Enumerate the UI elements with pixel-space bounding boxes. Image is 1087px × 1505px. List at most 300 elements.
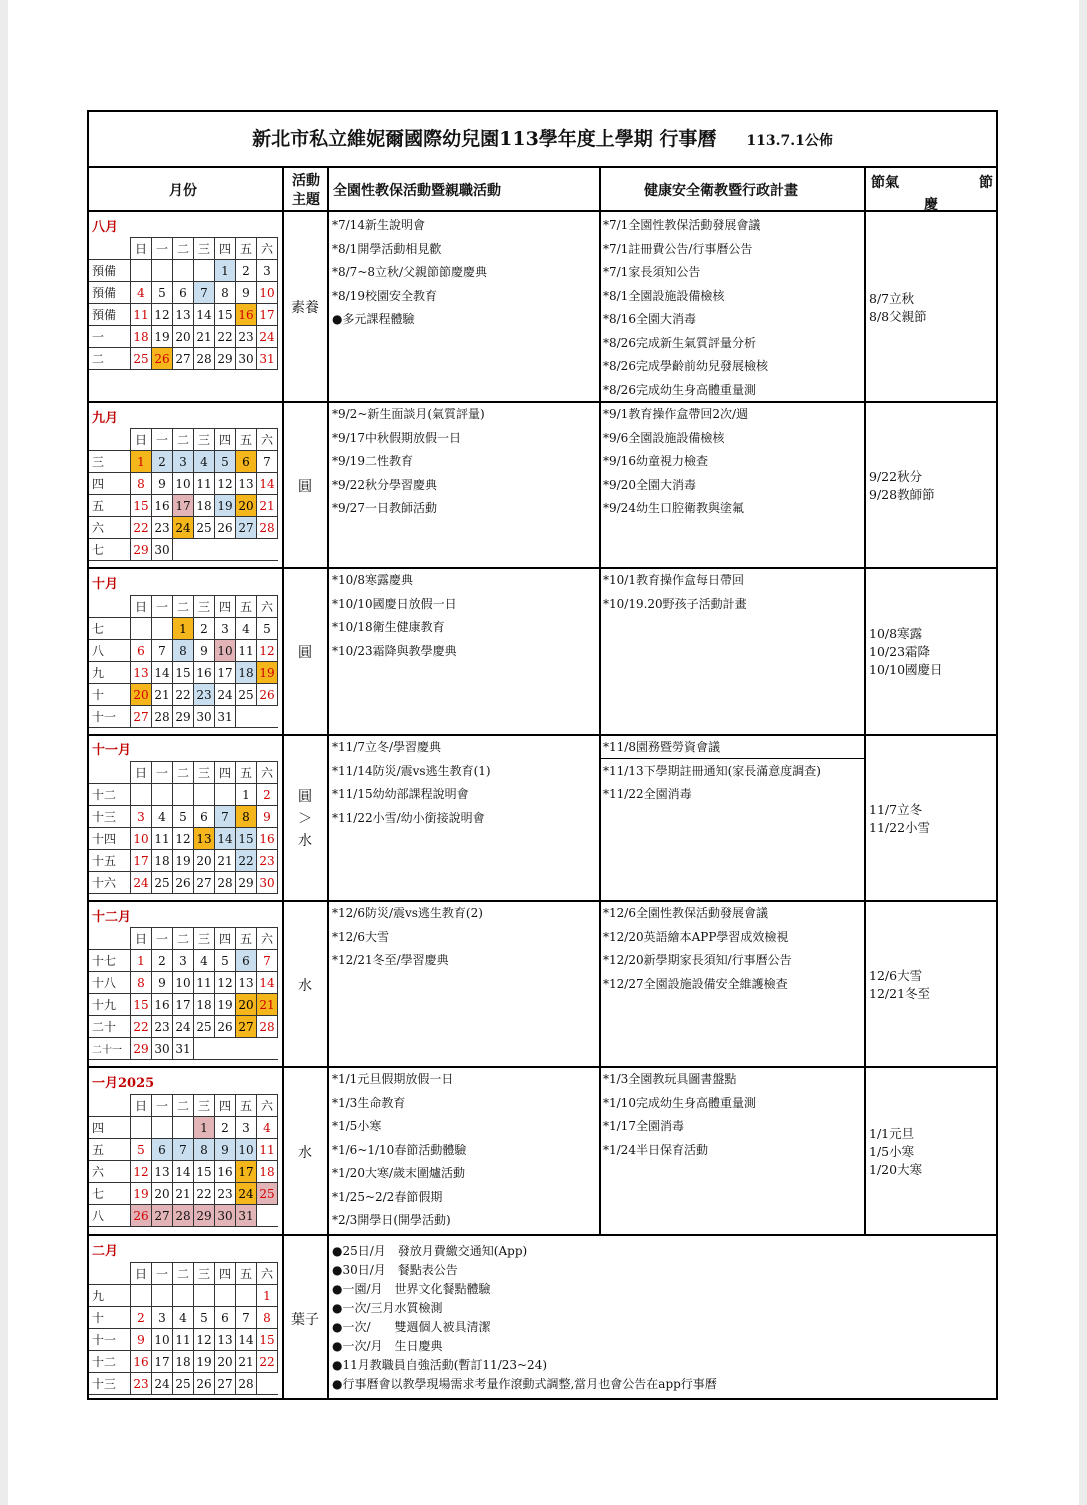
- weekday-header-row: [89, 1263, 278, 1285]
- day-cell: 15: [236, 828, 257, 850]
- note-item: ●行事曆會以教學現場需求考量作滾動式調整,當月也會公告在app行事曆: [332, 1377, 717, 1391]
- day-cell: 9: [152, 473, 173, 495]
- day-cell: [131, 784, 152, 806]
- week-label: [89, 762, 131, 784]
- theme-nov: [282, 786, 328, 852]
- festival-item: 1/1元旦: [869, 1126, 915, 1141]
- day-cell: 7: [257, 451, 278, 473]
- festival-item: 1/20大寒: [869, 1162, 923, 1177]
- day-cell: 24: [215, 684, 236, 706]
- day-cell: [173, 260, 194, 282]
- day-cell: [131, 618, 152, 640]
- day-cell: 17: [257, 304, 278, 326]
- day-cell: 4: [194, 451, 215, 473]
- day-cell: 24: [257, 326, 278, 348]
- weekday: 三: [194, 238, 215, 260]
- day-cell: 22: [257, 1351, 278, 1373]
- week-row: [89, 662, 278, 684]
- weekday: 六: [257, 1095, 278, 1117]
- note-item: ●一次/月 生日慶典: [332, 1339, 443, 1353]
- day-cell: 7: [257, 950, 278, 972]
- festivals-nov: [869, 801, 930, 837]
- week-label: 六: [89, 1161, 131, 1183]
- day-cell: [152, 618, 173, 640]
- day-cell: 13: [131, 662, 152, 684]
- day-cell: 18: [152, 850, 173, 872]
- day-cell: 7: [236, 1307, 257, 1329]
- weekday: 六: [257, 429, 278, 451]
- day-cell: 13: [236, 972, 257, 994]
- weekday: 四: [215, 762, 236, 784]
- weekday: 日: [131, 596, 152, 618]
- day-cell: 1: [131, 451, 152, 473]
- day-cell: 28: [215, 872, 236, 894]
- note-item: ●一園/月 世界文化餐點體驗: [332, 1282, 491, 1296]
- mini-calendar-feb: [89, 1262, 278, 1395]
- divider: [89, 210, 996, 212]
- day-cell: 6: [152, 1139, 173, 1161]
- day-cell: 6: [194, 806, 215, 828]
- day-cell: 11: [194, 473, 215, 495]
- day-cell: [152, 1117, 173, 1139]
- day-cell: 28: [257, 517, 278, 539]
- header-festival-a: 節氣: [871, 175, 899, 191]
- week-label: 七: [89, 618, 131, 640]
- day-cell: 12: [131, 1161, 152, 1183]
- day-cell: 15: [173, 662, 194, 684]
- weekday: 日: [131, 238, 152, 260]
- day-cell: 1: [257, 1285, 278, 1307]
- day-cell: 22: [236, 850, 257, 872]
- day-cell: 29: [173, 706, 194, 728]
- day-cell: 15: [131, 994, 152, 1016]
- day-cell: [257, 1373, 278, 1395]
- weekday: 日: [131, 1095, 152, 1117]
- day-cell: [173, 1285, 194, 1307]
- day-cell: 3: [131, 806, 152, 828]
- admin-aug: [603, 214, 768, 402]
- day-cell: 3: [215, 618, 236, 640]
- admin-item: *12/20新學期家長須知/行事曆公告: [603, 953, 792, 967]
- weekday: 三: [194, 762, 215, 784]
- day-cell: 4: [152, 806, 173, 828]
- weekday: 二: [173, 1263, 194, 1285]
- day-cell: 19: [173, 850, 194, 872]
- day-cell: 29: [215, 348, 236, 370]
- activity-item: *12/6大雪: [332, 929, 389, 944]
- day-cell: 8: [215, 282, 236, 304]
- column-separator: [864, 166, 866, 1236]
- week-label: 三: [89, 451, 131, 473]
- day-cell: 25: [194, 517, 215, 539]
- day-cell: [173, 1117, 194, 1139]
- weekday: 二: [173, 762, 194, 784]
- day-cell: 13: [152, 1161, 173, 1183]
- activity-item: *1/3生命教育: [332, 1095, 406, 1110]
- month-title-nov: 十一月: [92, 743, 132, 758]
- week-row: [89, 640, 278, 662]
- note-item: ●25日/月 發放月費繳交通知(App): [332, 1244, 528, 1258]
- mini-calendar-nov: [89, 761, 278, 894]
- weekday: 四: [215, 596, 236, 618]
- festivals-aug: [869, 290, 927, 326]
- day-cell: 2: [257, 784, 278, 806]
- day-cell: 30: [152, 539, 173, 561]
- day-cell: 30: [215, 1205, 236, 1227]
- weekday: 六: [257, 596, 278, 618]
- week-label: 十一: [89, 706, 131, 728]
- day-cell: [131, 1117, 152, 1139]
- weekday: 四: [215, 429, 236, 451]
- day-cell: 11: [194, 972, 215, 994]
- day-cell: 13: [194, 828, 215, 850]
- day-cell: 2: [152, 451, 173, 473]
- week-label: 十二: [89, 784, 131, 806]
- admin-item: *8/26完成幼生身高體重量測: [603, 382, 756, 397]
- admin-item: *7/1註冊費公告/行事曆公告: [603, 241, 753, 256]
- day-cell: 14: [257, 972, 278, 994]
- activities-aug: [332, 214, 487, 332]
- festival-item: 12/6大雪: [869, 968, 923, 983]
- day-cell: 22: [131, 517, 152, 539]
- day-cell: 26: [173, 872, 194, 894]
- note-item: ●一次/三月水質檢測: [332, 1301, 443, 1315]
- weekday: 一: [152, 429, 173, 451]
- day-cell: [194, 1038, 215, 1060]
- week-label: 預備: [89, 282, 131, 304]
- weekday: 五: [236, 928, 257, 950]
- activity-item: *10/23霜降與教學慶典: [332, 643, 457, 658]
- week-row: [89, 684, 278, 706]
- day-cell: 16: [194, 662, 215, 684]
- activity-item: *10/18衛生健康教育: [332, 620, 445, 634]
- day-cell: 8: [194, 1139, 215, 1161]
- day-cell: 25: [173, 1373, 194, 1395]
- week-label: 七: [89, 539, 131, 561]
- festival-item: 10/23霜降: [869, 644, 931, 659]
- day-cell: [257, 1038, 278, 1060]
- day-cell: 20: [173, 326, 194, 348]
- day-cell: 14: [194, 304, 215, 326]
- day-cell: [194, 1285, 215, 1307]
- school-calendar: [87, 110, 998, 1400]
- weekday: 六: [257, 928, 278, 950]
- week-row: [89, 828, 278, 850]
- day-cell: 12: [194, 1329, 215, 1351]
- activity-item: *11/22小雪/幼小銜接說明會: [332, 810, 485, 825]
- week-label: 十九: [89, 994, 131, 1016]
- activity-item: *8/7~8立秋/父親節節慶慶典: [332, 265, 488, 279]
- day-cell: 11: [152, 828, 173, 850]
- day-cell: 24: [173, 517, 194, 539]
- day-cell: 1: [236, 784, 257, 806]
- admin-item: *11/8園務暨勞資會議: [603, 740, 720, 754]
- admin-item: *9/24幼生口腔衛教與塗氟: [603, 501, 744, 515]
- day-cell: 3: [173, 950, 194, 972]
- activity-item: *11/7立冬/學習慶典: [332, 740, 441, 754]
- week-label: 十六: [89, 872, 131, 894]
- weekday: 一: [152, 1095, 173, 1117]
- day-cell: 5: [194, 1307, 215, 1329]
- day-cell: 14: [173, 1161, 194, 1183]
- admin-item: *11/22全園消毒: [603, 787, 692, 801]
- day-cell: 19: [152, 326, 173, 348]
- day-cell: 4: [194, 950, 215, 972]
- header-month: 月份: [169, 183, 197, 199]
- day-cell: 27: [236, 517, 257, 539]
- day-cell: [236, 539, 257, 561]
- month-title-dec: 十二月: [92, 910, 132, 925]
- week-row: [89, 348, 278, 370]
- activity-item: *9/27一日教師活動: [332, 501, 437, 515]
- day-cell: 29: [194, 1205, 215, 1227]
- month-title-feb: 二月: [92, 1244, 119, 1259]
- header-festival-c: 慶: [924, 197, 938, 213]
- day-cell: [173, 539, 194, 561]
- activity-item: *11/14防災/震vs逃生教育(1): [332, 763, 491, 778]
- day-cell: 22: [131, 1016, 152, 1038]
- weekday: 五: [236, 429, 257, 451]
- day-cell: 30: [152, 1038, 173, 1060]
- day-cell: 27: [215, 1373, 236, 1395]
- day-cell: [152, 260, 173, 282]
- theme-aug: 素養: [291, 300, 319, 316]
- day-cell: [194, 539, 215, 561]
- week-label: 十五: [89, 850, 131, 872]
- day-cell: 18: [173, 1351, 194, 1373]
- divider: [89, 734, 996, 736]
- day-cell: 23: [152, 517, 173, 539]
- day-cell: 25: [194, 1016, 215, 1038]
- week-row: [89, 282, 278, 304]
- week-label: 十八: [89, 972, 131, 994]
- day-cell: 29: [236, 872, 257, 894]
- day-cell: 23: [152, 1016, 173, 1038]
- admin-dec: [603, 902, 792, 996]
- admin-item: *11/13下學期註冊通知(家長滿意度調查): [603, 763, 821, 778]
- day-cell: 27: [131, 706, 152, 728]
- day-cell: 23: [257, 850, 278, 872]
- page-edge-right: [1079, 0, 1087, 1505]
- week-label: 二: [89, 348, 131, 370]
- week-label: 七: [89, 1183, 131, 1205]
- day-cell: [215, 784, 236, 806]
- week-row: [89, 517, 278, 539]
- day-cell: 7: [194, 282, 215, 304]
- admin-item: *9/20全園大消毒: [603, 477, 696, 492]
- day-cell: 14: [152, 662, 173, 684]
- day-cell: 11: [257, 1139, 278, 1161]
- week-row: [89, 706, 278, 728]
- day-cell: 11: [236, 640, 257, 662]
- activity-item: *2/3開學日(開學活動): [332, 1213, 451, 1227]
- weekday: 五: [236, 762, 257, 784]
- week-label: [89, 238, 131, 260]
- week-row: [89, 1038, 278, 1060]
- day-cell: 15: [257, 1329, 278, 1351]
- weekday-header-row: [89, 928, 278, 950]
- day-cell: 17: [215, 662, 236, 684]
- week-row: [89, 1373, 278, 1395]
- weekday: 日: [131, 1263, 152, 1285]
- activity-item: *12/6防災/震vs逃生教育(2): [332, 906, 483, 920]
- weekday: 一: [152, 596, 173, 618]
- week-label: 四: [89, 473, 131, 495]
- weekday: 三: [194, 596, 215, 618]
- festival-item: 9/28教師節: [869, 487, 935, 502]
- week-label: 五: [89, 1139, 131, 1161]
- day-cell: 21: [236, 1351, 257, 1373]
- admin-item: *1/24半日保育活動: [603, 1142, 708, 1157]
- activity-item: *1/25~2/2春節假期: [332, 1189, 443, 1204]
- week-label: 十三: [89, 1373, 131, 1395]
- activity-item: *1/20大寒/歲末圍爐活動: [332, 1166, 465, 1180]
- week-row: [89, 1329, 278, 1351]
- week-row: [89, 850, 278, 872]
- day-cell: 6: [236, 451, 257, 473]
- day-cell: 16: [236, 304, 257, 326]
- festival-item: 10/8寒露: [869, 626, 923, 641]
- day-cell: 7: [173, 1139, 194, 1161]
- day-cell: [257, 1205, 278, 1227]
- day-cell: [215, 1285, 236, 1307]
- day-cell: 19: [215, 495, 236, 517]
- day-cell: 10: [236, 1139, 257, 1161]
- weekday: 四: [215, 928, 236, 950]
- mini-calendar-dec: [89, 927, 278, 1060]
- day-cell: 26: [194, 1373, 215, 1395]
- activity-item: *1/6~1/10春節活動體驗: [332, 1142, 467, 1157]
- weekday: 三: [194, 1095, 215, 1117]
- week-label: 預備: [89, 304, 131, 326]
- day-cell: 16: [257, 828, 278, 850]
- note-item: ●一次/ 雙週個人被具清潔: [332, 1320, 491, 1334]
- week-label: 十三: [89, 806, 131, 828]
- day-cell: 2: [131, 1307, 152, 1329]
- day-cell: 10: [173, 972, 194, 994]
- activity-item: *10/8寒露慶典: [332, 573, 413, 587]
- day-cell: 1: [131, 950, 152, 972]
- day-cell: 10: [257, 282, 278, 304]
- admin-oct: [603, 569, 747, 616]
- day-cell: [236, 1285, 257, 1307]
- divider: [89, 401, 996, 403]
- month-title-aug: 八月: [92, 220, 119, 235]
- divider: [89, 1066, 996, 1068]
- day-cell: 10: [152, 1329, 173, 1351]
- weekday: 一: [152, 1263, 173, 1285]
- activities-jan: [332, 1068, 466, 1233]
- weekday: 五: [236, 238, 257, 260]
- day-cell: 25: [236, 684, 257, 706]
- activity-item: ●多元課程體驗: [332, 312, 415, 326]
- weekday: 日: [131, 928, 152, 950]
- activity-item: *10/10國慶日放假一日: [332, 596, 457, 611]
- day-cell: 20: [236, 495, 257, 517]
- day-cell: 6: [173, 282, 194, 304]
- day-cell: 20: [215, 1351, 236, 1373]
- day-cell: 30: [236, 348, 257, 370]
- week-label: 十: [89, 1307, 131, 1329]
- day-cell: 9: [131, 1329, 152, 1351]
- weekday-header-row: [89, 238, 278, 260]
- weekday: 日: [131, 429, 152, 451]
- day-cell: 13: [173, 304, 194, 326]
- mini-calendar-sep: [89, 428, 278, 561]
- week-row: [89, 1351, 278, 1373]
- day-cell: 24: [173, 1016, 194, 1038]
- day-cell: [257, 706, 278, 728]
- day-cell: [236, 1038, 257, 1060]
- admin-sep: [603, 403, 748, 521]
- week-label: 十二: [89, 1351, 131, 1373]
- day-cell: 26: [131, 1205, 152, 1227]
- day-cell: [215, 1038, 236, 1060]
- week-label: 二十: [89, 1016, 131, 1038]
- day-cell: 2: [152, 950, 173, 972]
- theme-jan: 水: [298, 1145, 312, 1161]
- day-cell: 29: [131, 1038, 152, 1060]
- day-cell: 1: [194, 1117, 215, 1139]
- day-cell: 30: [257, 872, 278, 894]
- day-cell: 31: [257, 348, 278, 370]
- festival-item: 8/8父親節: [869, 309, 927, 324]
- week-label: [89, 1095, 131, 1117]
- column-separator: [327, 166, 329, 1400]
- weekday: 一: [152, 762, 173, 784]
- divider: [89, 166, 996, 168]
- weekday-header-row: [89, 1095, 278, 1117]
- week-row: [89, 806, 278, 828]
- day-cell: 1: [215, 260, 236, 282]
- day-cell: [131, 1285, 152, 1307]
- day-cell: 9: [194, 640, 215, 662]
- festival-item: 8/7立秋: [869, 291, 915, 306]
- admin-item: *8/26完成學齡前幼兒發展檢核: [603, 359, 768, 373]
- day-cell: 21: [215, 850, 236, 872]
- week-label: 一: [89, 326, 131, 348]
- weekday: 日: [131, 762, 152, 784]
- week-label: [89, 429, 131, 451]
- week-label: [89, 928, 131, 950]
- day-cell: 27: [194, 872, 215, 894]
- activity-item: *9/17中秋假期放假一日: [332, 430, 461, 445]
- day-cell: 23: [236, 326, 257, 348]
- day-cell: 15: [215, 304, 236, 326]
- day-cell: 18: [257, 1161, 278, 1183]
- weekday: 一: [152, 928, 173, 950]
- festival-item: 12/21冬至: [869, 986, 931, 1001]
- week-row: [89, 260, 278, 282]
- day-cell: 20: [236, 994, 257, 1016]
- day-cell: 12: [173, 828, 194, 850]
- festivals-dec: [869, 967, 930, 1003]
- week-row: [89, 1205, 278, 1227]
- day-cell: 24: [131, 872, 152, 894]
- admin-item: *1/10完成幼生身高體重量測: [603, 1095, 756, 1110]
- header-activities: 全園性教保活動暨親職活動: [333, 183, 501, 199]
- week-row: [89, 1139, 278, 1161]
- day-cell: [257, 539, 278, 561]
- day-cell: 17: [152, 1351, 173, 1373]
- activity-item: *9/19二性教育: [332, 454, 413, 468]
- header-admin: 健康安全衛教暨行政計畫: [644, 183, 798, 199]
- day-cell: 3: [236, 1117, 257, 1139]
- week-label: 四: [89, 1117, 131, 1139]
- column-separator: [282, 166, 284, 1400]
- festival-item: 9/22秋分: [869, 469, 923, 484]
- day-cell: 31: [236, 1205, 257, 1227]
